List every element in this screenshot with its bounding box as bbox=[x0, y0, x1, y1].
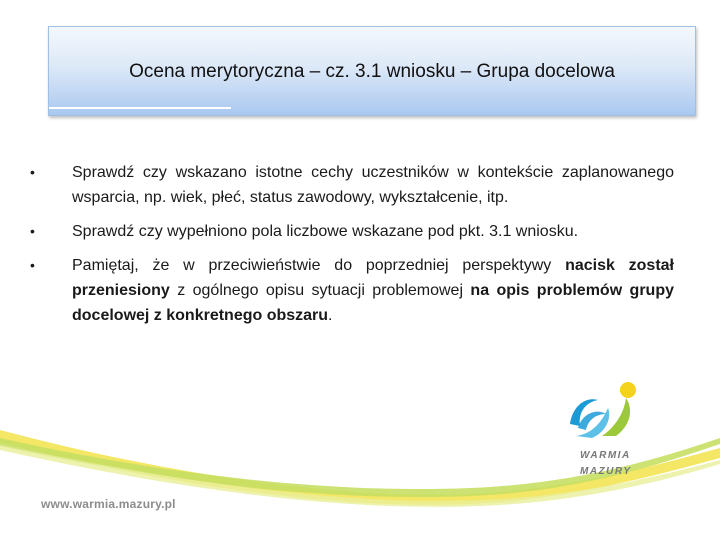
footer-website-link[interactable]: www.warmia.mazury.pl bbox=[41, 497, 176, 511]
bullet-text-part: Pamiętaj, że w przeciwieństwie do poprzedniej perspektywy bbox=[72, 257, 566, 274]
logo-text-line1: WARMIA bbox=[580, 450, 631, 461]
bullet-item bbox=[28, 160, 674, 210]
bullet-text bbox=[72, 160, 674, 210]
bullet-marker-icon: • bbox=[30, 164, 35, 180]
bullet-marker-icon: • bbox=[30, 257, 35, 273]
bullet-text bbox=[72, 253, 674, 328]
title-underline-decoration bbox=[49, 107, 231, 109]
bullet-text-part-bold: na opis problemów grupy docelowej z konkretnego obszaru bbox=[72, 282, 674, 324]
page-title: Ocena merytoryczna – cz. 3.1 wniosku – Grupa docelowa bbox=[129, 61, 615, 82]
logo-text-line2: MAZURY bbox=[580, 466, 632, 477]
bullet-text-part-bold: nacisk został przeniesiony bbox=[72, 257, 674, 299]
bullet-item bbox=[28, 253, 674, 328]
warmia-mazury-logo-icon bbox=[562, 378, 662, 448]
bullet-text-part: z ogólnego opisu sytuacji problemowej bbox=[169, 282, 471, 299]
bullet-list bbox=[28, 160, 674, 337]
bullet-text-part: Sprawdź czy wskazano istotne cechy uczestników w kontekście zaplanowanego wsparcia, np. wiek, płeć, status zawodowy, wykształcenie, itp. bbox=[72, 164, 674, 206]
bullet-text-part: . bbox=[328, 307, 333, 324]
bullet-marker-icon: • bbox=[30, 223, 35, 239]
bullet-item bbox=[28, 219, 674, 244]
bullet-text-part: Sprawdź czy wypełniono pola liczbowe wskazane pod pkt. 3.1 wniosku. bbox=[72, 223, 579, 240]
title-banner bbox=[48, 26, 696, 116]
warmia-mazury-logo bbox=[562, 378, 662, 477]
bullet-text bbox=[72, 219, 674, 244]
